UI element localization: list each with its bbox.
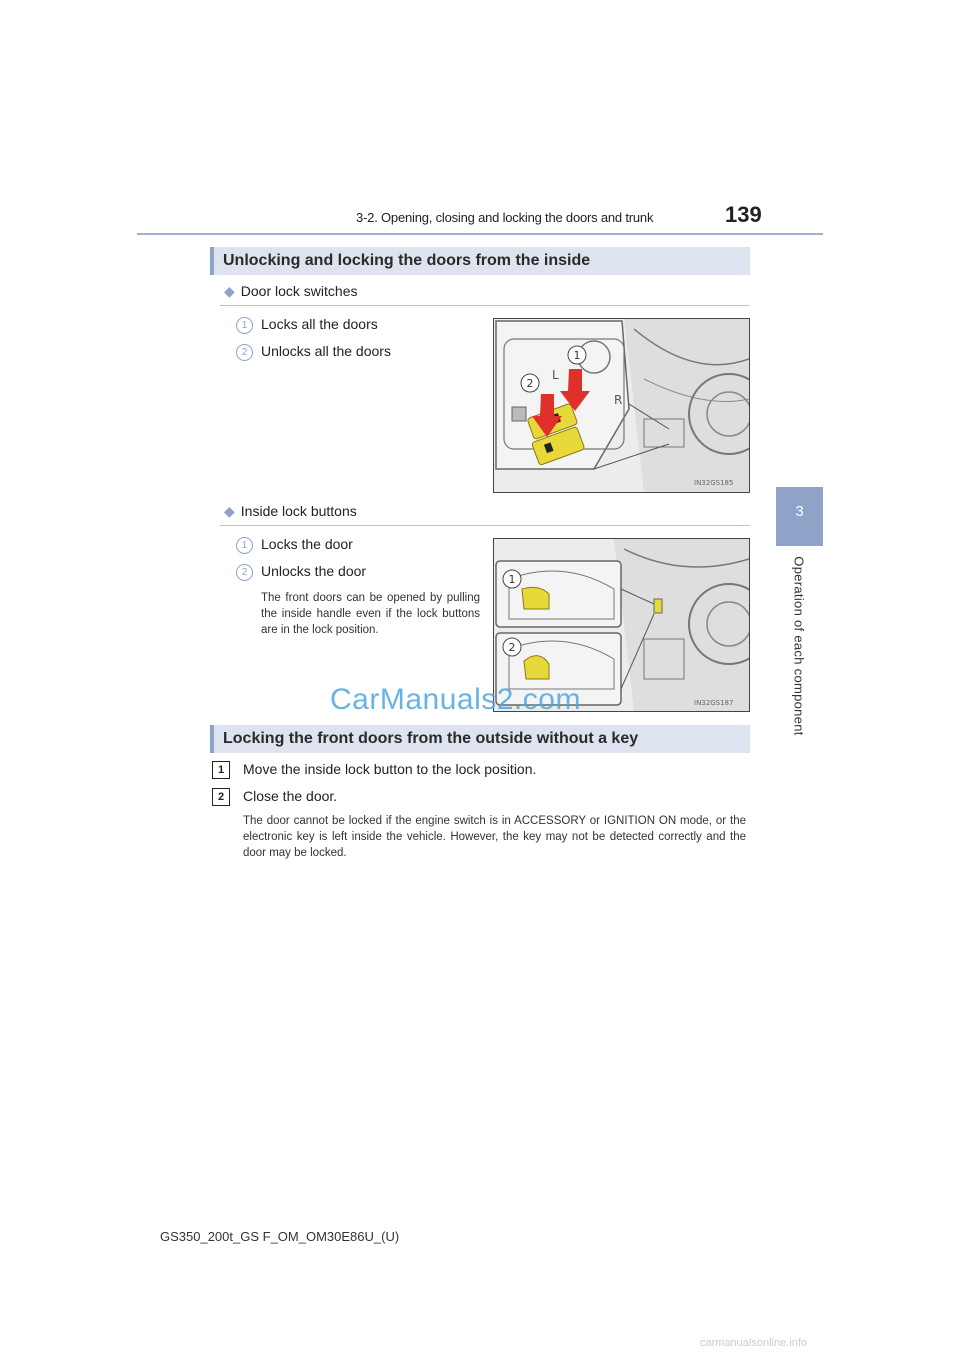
svg-text:1: 1 (508, 573, 516, 586)
chapter-number: 3 (795, 503, 804, 520)
subsection-rule (220, 525, 750, 526)
step-number: 1 (212, 761, 230, 779)
callout-number: 1 (236, 317, 253, 334)
watermark: CarManuals2.com (330, 683, 581, 716)
subsection-title: Inside lock buttons (240, 503, 357, 519)
watermark: carmanualsonline.info (700, 1337, 808, 1349)
svg-text:L: L (552, 368, 559, 382)
subsection-inside-lock-buttons (224, 503, 357, 520)
diamond-icon: ◆ (224, 283, 235, 299)
section-title-outside: Locking the front doors from the outside without a key (223, 730, 639, 747)
chapter-title: Operation of each component (791, 556, 807, 736)
subsection-title: Door lock switches (240, 283, 358, 299)
door-lock-switch-illustration (493, 318, 750, 493)
image-code: IN32GS185 (694, 479, 734, 487)
svg-text:2: 2 (508, 641, 516, 654)
note-text: The front doors can be opened by pulling the inside handle even if the lock buttons are in the lock position. (261, 592, 480, 636)
step-text: Move the inside lock button to the lock position. (243, 761, 537, 777)
step-number: 2 (212, 788, 230, 806)
section-title-inside: Unlocking and locking the doors from the inside (223, 252, 591, 269)
diamond-icon: ◆ (224, 503, 235, 519)
page-number: 139 (725, 202, 762, 227)
list-item: Locks all the doors (261, 316, 378, 332)
subsection-rule (220, 305, 750, 306)
callout-number: 1 (236, 537, 253, 554)
header-rule (137, 233, 823, 235)
list-item: Locks the door (261, 536, 353, 552)
callout-number: 2 (236, 344, 253, 361)
svg-text:1: 1 (573, 349, 581, 362)
callout-number: 2 (236, 564, 253, 581)
running-header: 3-2. Opening, closing and locking the doors and trunk (356, 210, 654, 225)
note-text: The door cannot be locked if the engine switch is in ACCESSORY or IGNITION ON mode, or the electronic key is left inside the vehicle. However, the key may not be detected correctly and the door may be locked. (243, 815, 746, 859)
subsection-door-lock-switches (224, 283, 357, 300)
image-code: IN32GS187 (694, 699, 734, 707)
list-item: Unlocks all the doors (261, 343, 391, 359)
step-text: Close the door. (243, 788, 338, 804)
list-item: Unlocks the door (261, 563, 367, 579)
svg-text:2: 2 (526, 377, 534, 390)
document-code: GS350_200t_GS F_OM_OM30E86U_(U) (160, 1229, 400, 1244)
svg-text:R: R (614, 393, 623, 407)
